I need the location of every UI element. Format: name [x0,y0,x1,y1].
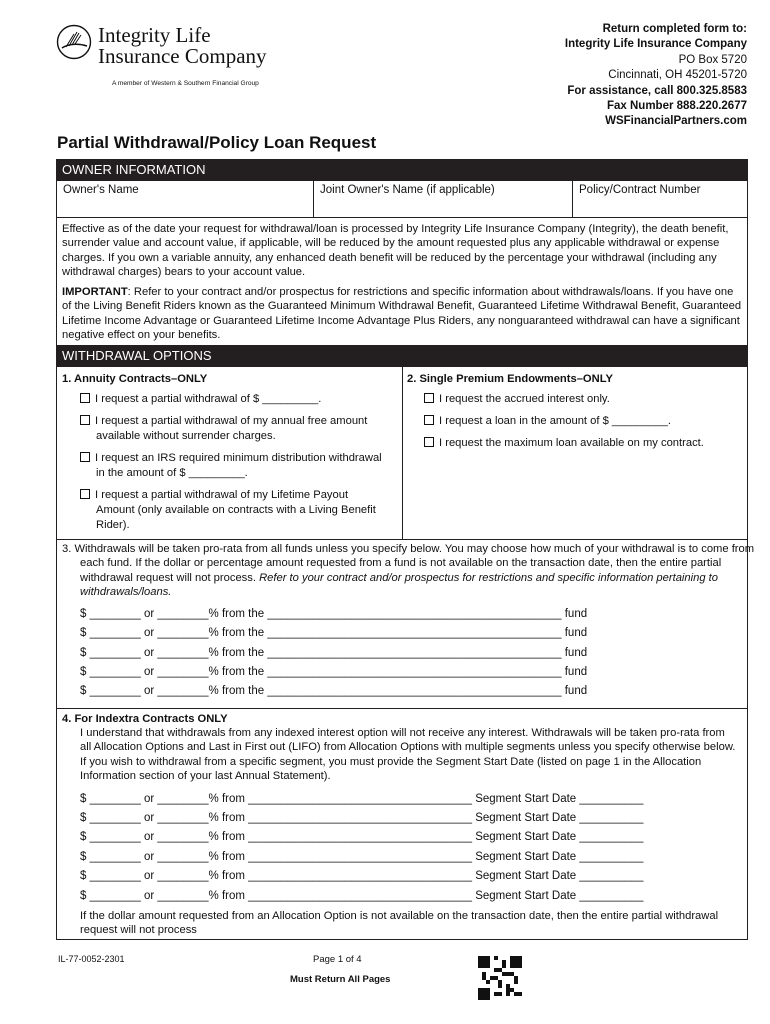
endowment-option-3[interactable] [424,436,744,451]
must-return-note: Must Return All Pages [290,974,391,985]
page-title: Partial Withdrawal/Policy Loan Request [57,133,377,152]
segment-row[interactable]: $ ________ or ________% from ___________________________________ Segment Start Date __________ [80,812,644,824]
column-divider [402,367,403,539]
option-label: I request a loan in the amount of $ _________. [439,415,672,427]
checkbox[interactable] [80,393,90,403]
owner-name-field[interactable] [57,181,314,217]
section4-footer-text: If the dollar amount requested from an Allocation Option is not available on the transaction date, then the entire partial withdrawal request will not process [80,910,719,937]
important-label: IMPORTANT [62,286,128,298]
segment-row[interactable]: $ ________ or ________% from ___________________________________ Segment Start Date __________ [80,890,644,902]
disclosure-paragraph: Effective as of the date your request for withdrawal/loan is processed by Integrity Life Insurance Company (Integrity), the death benefit, surrender value and account value, if applicable, will be reduced by the amount requested plus any applicable withdrawal or expense charges. If you own a variable annuity, any enhanced death benefit will be reduced by the percentage your withdrawal (including any withdrawal charges) bears to your account value. [62,223,729,279]
return-address [565,22,747,130]
fax-number: Fax Number 888.220.2677 [606,100,747,113]
return-city: Cincinnati, OH 45201-5720 [608,69,747,82]
endowment-section-title: 2. Single Premium Endowments–ONLY [407,373,613,385]
form-id: IL-77-0052-2301 [58,954,125,964]
option-label: I request the maximum loan available on my contract. [439,437,704,449]
option-label: I request the accrued interest only. [439,393,610,405]
annuity-option-2[interactable] [80,414,386,444]
endowment-option-2[interactable] [424,414,744,429]
member-line: A member of Western & Southern Financial Group [112,80,259,87]
section4-text: I understand that withdrawals from any indexed interest option will not receive any interest. Withdrawals will be taken pro-rata from all Allocation Options and Last in First out (LIFO) from Allocation Options with multiple segments unless you specify otherwise below. If you wish to withdrawal from a specific segment, you must provide the Segment Start Date (listed on page 1 in the Allocation Information section of your last Annual Statement). [80,727,736,783]
option-label: I request a partial withdrawal of $ _________. [95,393,322,405]
fund-row[interactable]: $ ________ or ________% from the ______________________________________________ fund [80,666,588,678]
checkbox[interactable] [80,415,90,425]
segment-row[interactable]: $ ________ or ________% from ___________________________________ Segment Start Date __________ [80,851,644,863]
fund-row[interactable]: $ ________ or ________% from the ______________________________________________ fund [80,627,588,639]
section3-body: 3. Withdrawals will be taken pro-rata from all funds unless you specify below. You may choose how much of your withdrawal is to come from each fund. If the dollar or percentage amount requested from a fund is not available on the transaction date, then the entire partial withdrawal request will not process. [62,543,755,584]
owner-name-label: Owner's Name [63,184,139,196]
annuity-option-3[interactable] [80,451,386,481]
checkbox[interactable] [424,415,434,425]
fund-row[interactable]: $ ________ or ________% from the ______________________________________________ fund [80,647,588,659]
checkbox[interactable] [80,489,90,499]
segment-row[interactable]: $ ________ or ________% from ___________________________________ Segment Start Date __________ [80,793,644,805]
company-name-line2: Insurance Company [98,44,267,68]
logo-emblem-icon [56,24,92,60]
option-label: I request a partial withdrawal of my Lifetime Payout Amount (only available on contracts with a Living Benefit Rider). [95,489,376,531]
important-text: : Refer to your contract and/or prospectus for restrictions and specific information about withdrawals/loans. If you have one of the Living Benefit Riders known as the Guaranteed Minimum Withdrawal Benefit, Guaranteed Lifetime Withdrawal Benefit, Guaranteed Lifetime Income Advantage or Guaranteed Lifetime Income Advantage Plus Riders, any nonguaranteed withdrawal can have a significant negative effect on your benefits. [62,286,742,342]
owner-info-table [56,180,748,218]
annuity-section-title: 1. Annuity Contracts–ONLY [62,373,208,385]
owner-info-heading: OWNER INFORMATION [56,159,748,180]
assistance-phone: For assistance, call 800.325.8583 [567,84,747,97]
option-label: I request a partial withdrawal of my annual free amount available without surrender charges. [95,415,368,442]
company-name-line1: Integrity Life [98,23,211,47]
return-heading: Return completed form to: [602,23,747,35]
policy-number-field[interactable] [573,181,747,217]
fund-row[interactable]: $ ________ or ________% from the ______________________________________________ fund [80,685,588,697]
annuity-option-4[interactable] [80,488,386,533]
return-company: Integrity Life Insurance Company [564,38,747,51]
joint-owner-label: Joint Owner's Name (if applicable) [320,184,495,196]
website: WSFinancialPartners.com [605,115,747,128]
section3-text [62,542,760,600]
important-paragraph [62,285,742,343]
segment-row[interactable]: $ ________ or ________% from ___________________________________ Segment Start Date __________ [80,870,644,882]
checkbox[interactable] [424,437,434,447]
checkbox[interactable] [424,393,434,403]
checkbox[interactable] [80,452,90,462]
endowment-option-1[interactable] [424,392,744,407]
policy-number-label: Policy/Contract Number [579,184,701,196]
fund-row[interactable]: $ ________ or ________% from the ______________________________________________ fund [80,608,588,620]
withdrawal-options-heading: WITHDRAWAL OPTIONS [56,345,748,366]
return-po-box: PO Box 5720 [678,53,747,66]
section3-italic: Refer to your contract and/or prospectus for restrictions and specific information pertaining to withdrawals/loans. [80,571,718,599]
section4-title: 4. For Indextra Contracts ONLY [62,713,228,725]
option-label: I request an IRS required minimum distribution withdrawal in the amount of $ _________. [95,452,382,479]
page-number: Page 1 of 4 [313,954,362,965]
joint-owner-field[interactable] [314,181,573,217]
segment-row[interactable]: $ ________ or ________% from ___________________________________ Segment Start Date __________ [80,831,644,843]
qr-code-icon [478,956,522,1000]
annuity-option-1[interactable] [80,392,370,407]
